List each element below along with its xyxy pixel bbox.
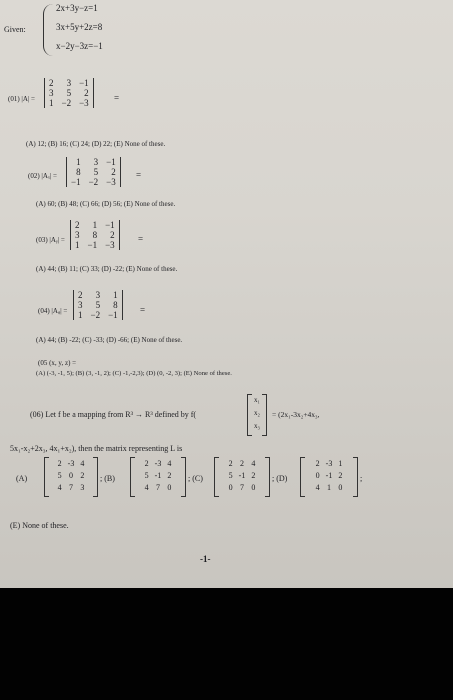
- dark-background: [0, 588, 453, 700]
- cell: −2: [61, 98, 72, 108]
- cell: −1: [71, 177, 81, 187]
- cell: 1: [113, 290, 118, 300]
- cell: 0: [338, 483, 343, 492]
- q02-equals: =: [136, 170, 142, 180]
- cell: 7: [239, 483, 244, 492]
- cell: 2: [110, 230, 115, 240]
- cell: 1: [338, 459, 343, 468]
- cell: 5: [144, 471, 149, 480]
- cell: 7: [155, 483, 160, 492]
- cell: 1: [92, 220, 98, 230]
- q05-label: (05 (x, y, z) =: [38, 359, 77, 367]
- cell: 7: [68, 483, 73, 492]
- cell: −3: [79, 98, 89, 108]
- q06-opt-d-end: ;: [360, 474, 363, 483]
- cell: 3: [93, 157, 99, 167]
- cell: −1: [79, 78, 89, 88]
- equation-3: x−2y−3z=−1: [56, 41, 103, 51]
- q06-opt-d-label: ; (D): [272, 474, 288, 483]
- cell: 3: [75, 230, 80, 240]
- q04-determinant: [73, 290, 123, 320]
- cell: -1: [325, 471, 333, 480]
- vec-entry: x₂: [254, 409, 260, 417]
- cell: 1: [76, 157, 81, 167]
- cell: 0: [167, 483, 172, 492]
- cell: −2: [88, 177, 99, 187]
- cell: 2: [239, 459, 244, 468]
- cell: 4: [57, 483, 62, 492]
- q01-equals: =: [114, 93, 120, 103]
- q01-determinant: [44, 78, 94, 108]
- q02-determinant: [66, 157, 121, 187]
- q06-intro: (06) Let f be a mapping from R³ → R³ defined by f(: [30, 410, 197, 419]
- cell: 3: [95, 290, 101, 300]
- cell: 3: [78, 300, 83, 310]
- cell: 2: [167, 471, 172, 480]
- q06-matrix-b: [130, 457, 186, 497]
- cell: 5: [93, 167, 99, 177]
- q03-equals: =: [138, 234, 144, 244]
- cell: 5: [95, 300, 101, 310]
- cell: −1: [105, 220, 115, 230]
- cell: 5: [228, 471, 233, 480]
- cell: 3: [66, 78, 72, 88]
- cell: -3: [67, 459, 75, 468]
- q04-label: (04) |Aᵩ| =: [38, 307, 68, 315]
- q01-options: (A) 12; (B) 16; (C) 24; (D) 22; (E) None of these.: [26, 140, 166, 148]
- cell: 2: [338, 471, 343, 480]
- q06-opt-b-label: ; (B): [100, 474, 115, 483]
- cell: 4: [144, 483, 149, 492]
- q06-option-e: (E) None of these.: [10, 521, 69, 530]
- cell: 2: [251, 471, 256, 480]
- q02-label: (02) |Aₓ| =: [28, 172, 57, 180]
- q06-matrix-a: [44, 457, 98, 497]
- cell: 2: [84, 88, 89, 98]
- q06-rhs: = (2x₁-3x₂+4x₃,: [272, 410, 320, 419]
- cell: −1: [106, 157, 116, 167]
- q06-matrix-d: [300, 457, 358, 497]
- cell: 8: [76, 167, 81, 177]
- cell: 3: [49, 88, 54, 98]
- cell: 1: [78, 310, 83, 320]
- cell: -1: [154, 471, 162, 480]
- cell: 2: [75, 220, 80, 230]
- q06-matrix-c: [214, 457, 270, 497]
- cell: −3: [105, 240, 115, 250]
- cell: 4: [315, 483, 320, 492]
- cell: 0: [68, 471, 73, 480]
- cell: −1: [87, 240, 98, 250]
- cell: −2: [90, 310, 101, 320]
- q03-label: (03) |Aᵧ| =: [36, 236, 65, 244]
- cell: 5: [66, 88, 72, 98]
- cell: 2: [57, 459, 62, 468]
- cell: 1: [49, 98, 54, 108]
- cell: 8: [113, 300, 118, 310]
- cell: 2: [144, 459, 149, 468]
- equation-1: 2x+3y−z=1: [56, 3, 98, 13]
- vec-entry: x₁: [254, 396, 260, 404]
- cell: 2: [228, 459, 233, 468]
- cell: 2: [111, 167, 116, 177]
- given-label: Given:: [4, 25, 26, 34]
- q02-options: (A) 60; (B) 48; (C) 66; (D) 56; (E) None of these.: [36, 200, 176, 208]
- cell: 2: [49, 78, 54, 88]
- page-number: -1-: [200, 554, 211, 564]
- q04-options: (A) 44; (B) -22; (C) -33; (D) -66; (E) None of these.: [36, 336, 183, 344]
- cell: 2: [80, 471, 85, 480]
- cell: 0: [315, 471, 320, 480]
- cell: −3: [106, 177, 116, 187]
- system-brace: [43, 4, 54, 56]
- cell: −1: [108, 310, 118, 320]
- q01-label: (01) |A| =: [8, 95, 35, 103]
- equation-2: 3x+5y+2z=8: [56, 22, 103, 32]
- q05-options: (A) (-3, -1, 5); (B) (3, -1, 2); (C) -1,-2,3); (D) (0, -2, 3); (E) None of these.: [36, 370, 232, 377]
- q03-determinant: [70, 220, 120, 250]
- cell: 4: [80, 459, 85, 468]
- cell: 5: [57, 471, 62, 480]
- cell: 3: [80, 483, 85, 492]
- cell: 2: [315, 459, 320, 468]
- q06-opt-c-label: ; (C): [188, 474, 203, 483]
- cell: 8: [92, 230, 98, 240]
- cell: 1: [75, 240, 80, 250]
- cell: 2: [78, 290, 83, 300]
- q06-line2: 5x₁-x₂+2x₃, 4x₁+x₂), then the matrix representing L is: [10, 444, 183, 453]
- cell: 4: [251, 459, 256, 468]
- q04-equals: =: [140, 305, 146, 315]
- vec-entry: x₃: [254, 422, 260, 430]
- cell: -3: [154, 459, 162, 468]
- q06-opt-a-label: (A): [16, 474, 28, 483]
- q03-options: (A) 44; (B) 11; (C) 33; (D) -22; (E) None of these.: [36, 265, 178, 273]
- q06-input-vector: [247, 394, 267, 436]
- cell: -3: [325, 459, 333, 468]
- cell: 4: [167, 459, 172, 468]
- cell: 0: [251, 483, 256, 492]
- cell: 1: [326, 483, 331, 492]
- cell: 0: [228, 483, 233, 492]
- cell: -1: [238, 471, 246, 480]
